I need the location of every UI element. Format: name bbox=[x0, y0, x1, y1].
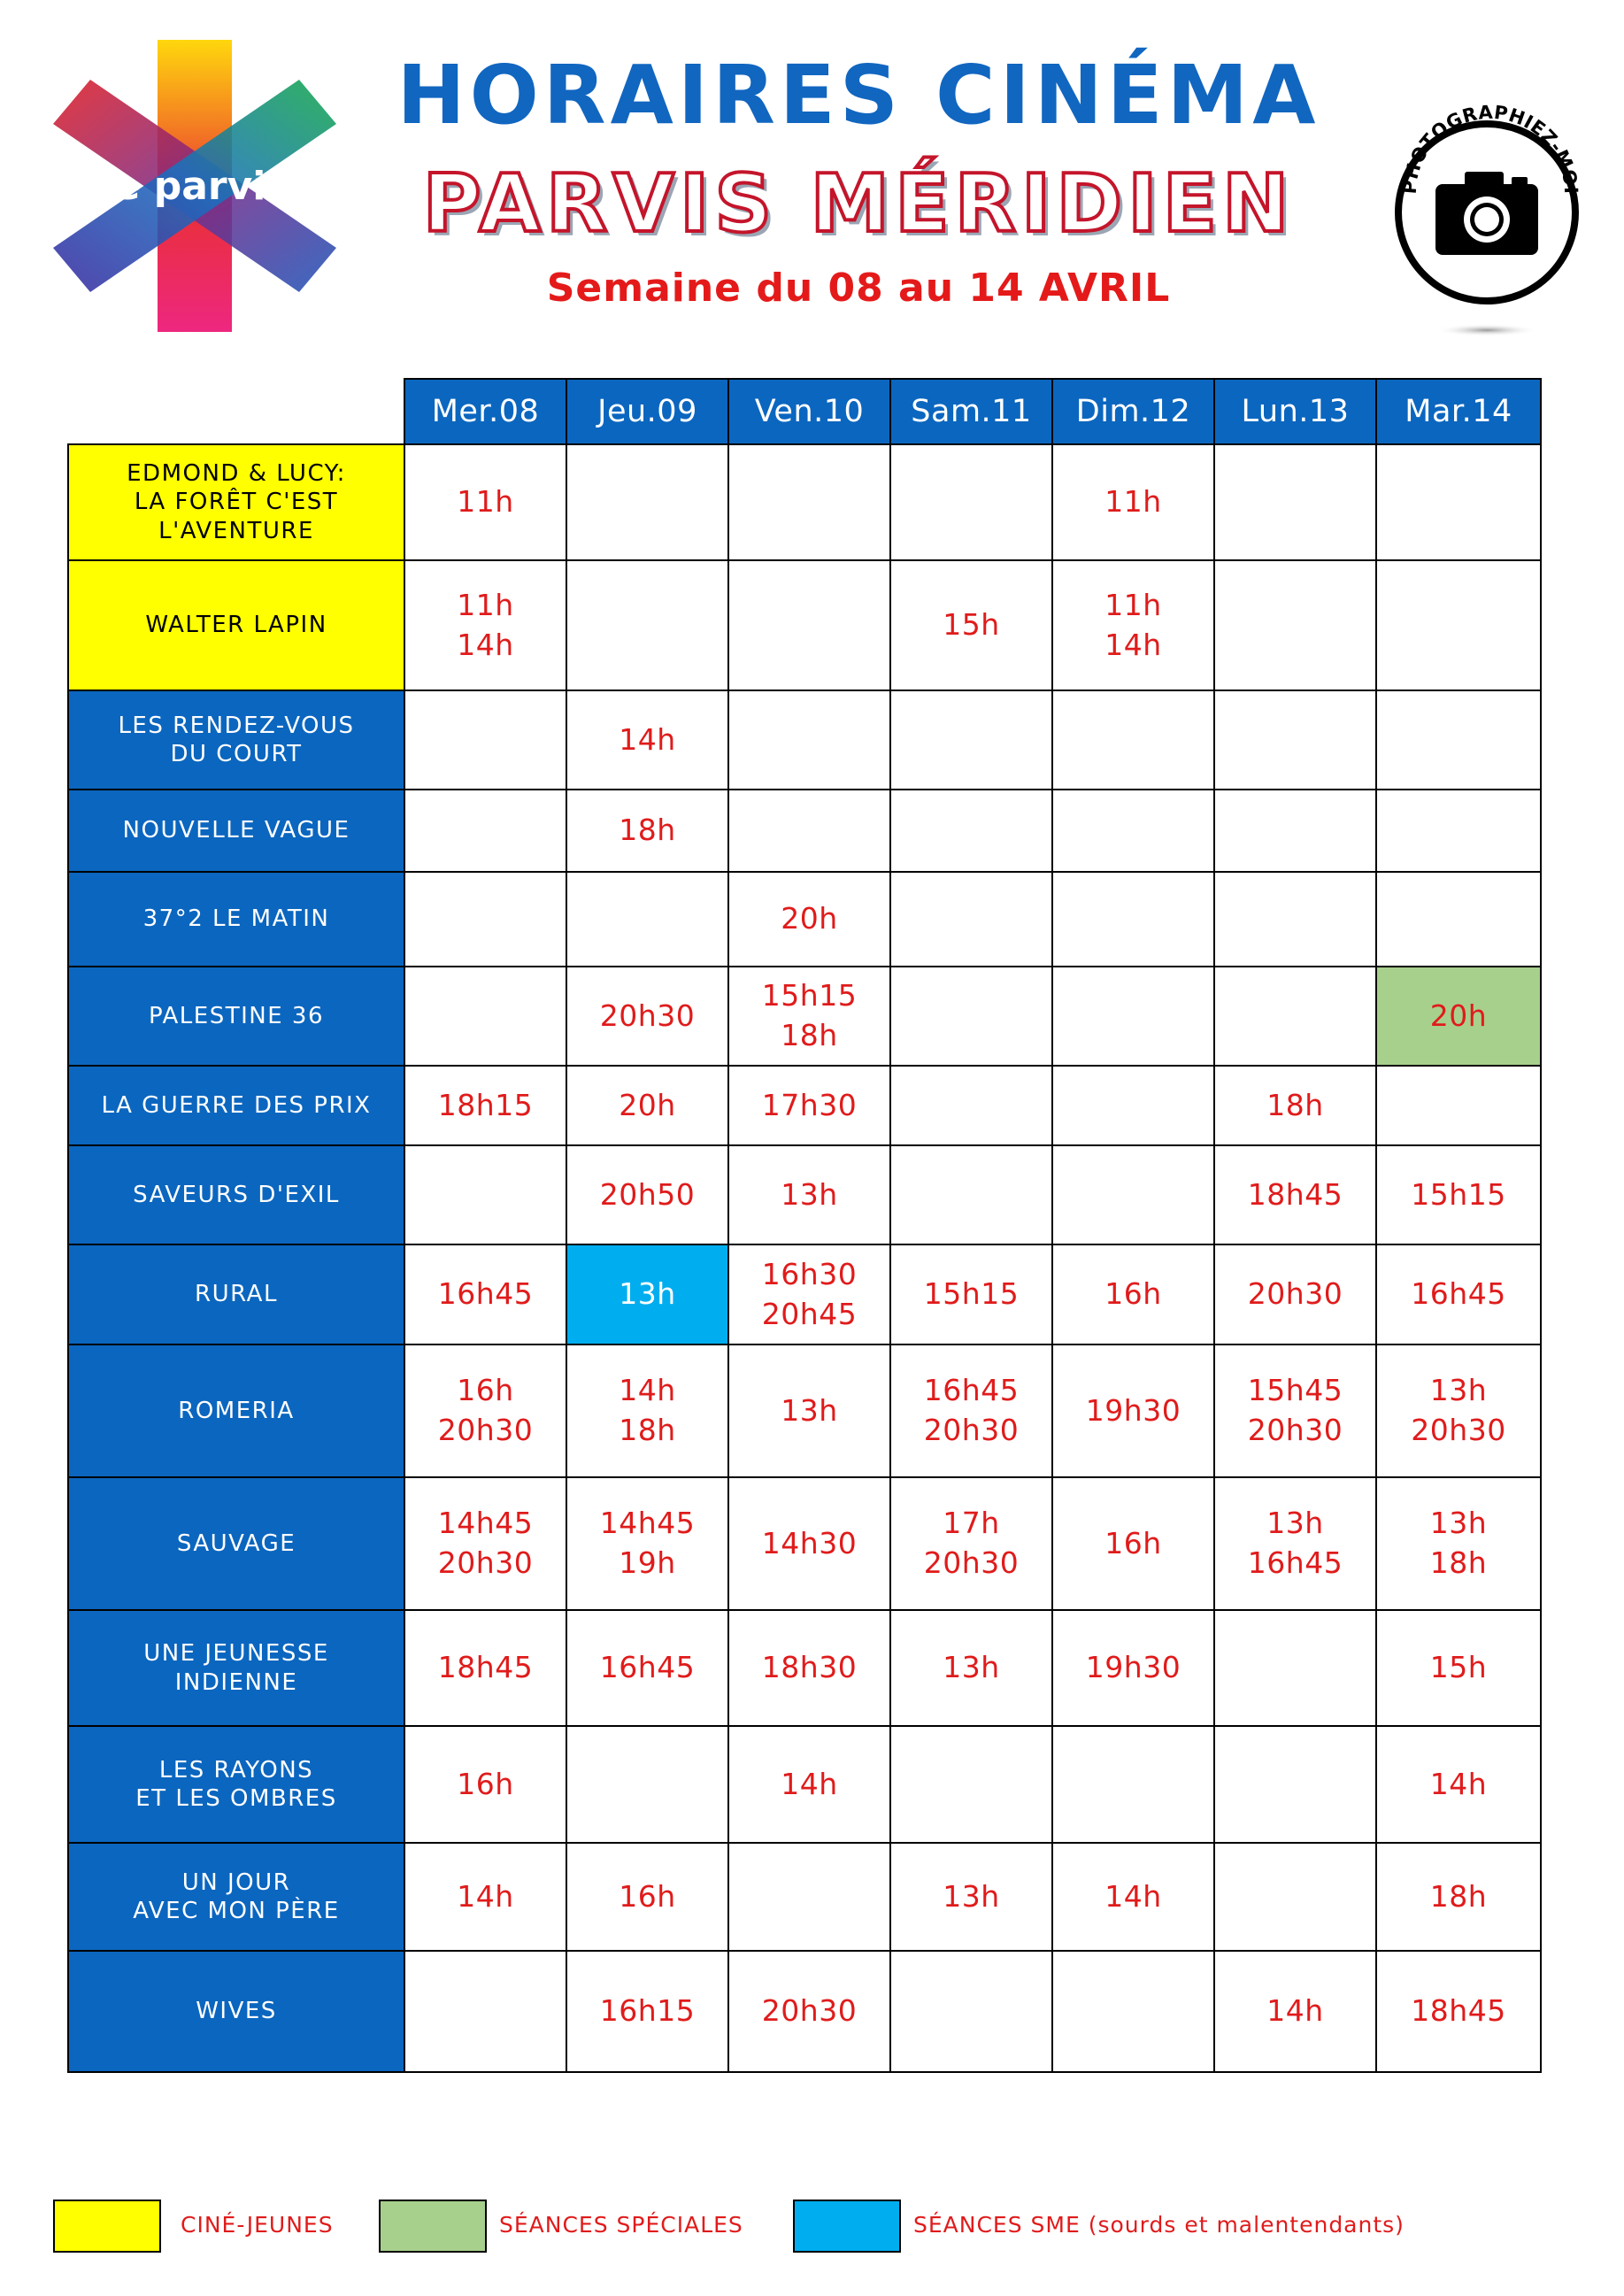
showtime: 11h bbox=[457, 484, 514, 520]
showtime-cell bbox=[404, 1244, 566, 1344]
film-title-line: LES RAYONS bbox=[158, 1756, 314, 1784]
showtime-cell bbox=[566, 1843, 728, 1951]
film-title bbox=[68, 1477, 404, 1610]
showtime: 18h30 bbox=[761, 1650, 858, 1685]
showtime-cell bbox=[1376, 1951, 1541, 2072]
showtime-cell bbox=[1052, 790, 1214, 872]
showtime-cell bbox=[1214, 872, 1376, 967]
showtime-cell bbox=[890, 1843, 1052, 1951]
showtime-cell bbox=[566, 690, 728, 790]
showtime: 18h bbox=[619, 813, 676, 848]
showtime-cell bbox=[890, 1244, 1052, 1344]
showtime: 18h bbox=[1429, 1878, 1488, 1914]
cinema-name: PARVIS MÉRIDIEN bbox=[422, 158, 1295, 250]
film-title-line: DU COURT bbox=[170, 741, 303, 767]
showtime-cell bbox=[890, 1145, 1052, 1244]
showtime-cell bbox=[1052, 1145, 1214, 1244]
logo-text: le parvis bbox=[100, 164, 289, 209]
film-title bbox=[68, 790, 404, 872]
showtime-cell bbox=[728, 690, 890, 790]
showtime: 13h bbox=[943, 1650, 1000, 1685]
film-title-line: SAVEURS D'EXIL bbox=[133, 1181, 340, 1208]
table-row bbox=[68, 872, 1541, 967]
showtime-cell bbox=[1214, 1610, 1376, 1726]
table-row bbox=[68, 1344, 1541, 1477]
showtime-cell bbox=[404, 1726, 566, 1843]
film-title-line: EDMOND & LUCY: bbox=[127, 459, 346, 487]
showtime: 20h30 bbox=[599, 998, 696, 1033]
showtime-cell bbox=[728, 872, 890, 967]
film-title-line: WIVES bbox=[196, 1998, 277, 2025]
table-row bbox=[68, 1477, 1541, 1610]
showtime: 16h30 bbox=[761, 1256, 858, 1291]
film-title-line: PALESTINE 36 bbox=[149, 1002, 324, 1029]
showtime: 16h bbox=[619, 1878, 676, 1914]
showtime-cell bbox=[1052, 1726, 1214, 1843]
showtime-cell bbox=[1052, 1477, 1214, 1610]
showtime-cell bbox=[1376, 790, 1541, 872]
film-title-line: LA GUERRE DES PRIX bbox=[101, 1091, 372, 1119]
showtime: 15h15 bbox=[1411, 1176, 1506, 1212]
showtime: 18h45 bbox=[1411, 1993, 1506, 2029]
showtime-cell bbox=[1214, 560, 1376, 690]
film-title-line: UNE JEUNESSE bbox=[143, 1640, 329, 1667]
showtime-cell bbox=[1376, 444, 1541, 560]
legend-swatch-cyan bbox=[793, 2200, 901, 2253]
showtime-cell bbox=[1376, 690, 1541, 790]
showtime: 16h45 bbox=[599, 1650, 696, 1685]
showtime: 20h45 bbox=[761, 1296, 858, 1331]
film-title bbox=[68, 444, 404, 560]
showtime-cell bbox=[1052, 967, 1214, 1066]
showtime-cell bbox=[1052, 1244, 1214, 1344]
showtime-cell bbox=[1214, 690, 1376, 790]
showtime: 16h bbox=[457, 1373, 514, 1408]
showtime-cell bbox=[404, 1344, 566, 1477]
showtime-cell bbox=[1214, 1477, 1376, 1610]
showtime-cell bbox=[566, 1244, 728, 1344]
legend-label: CINÉ-JEUNES bbox=[181, 2212, 334, 2238]
showtime: 20h50 bbox=[599, 1176, 696, 1212]
day-header: Sam.11 bbox=[890, 379, 1052, 444]
showtime-cell bbox=[728, 967, 890, 1066]
showtime: 14h bbox=[619, 1373, 676, 1408]
showtime-cell bbox=[1052, 1843, 1214, 1951]
table-row bbox=[68, 690, 1541, 790]
showtime: 14h45 bbox=[599, 1506, 696, 1541]
film-title bbox=[68, 872, 404, 967]
legend-swatch-yellow bbox=[53, 2200, 161, 2253]
showtime-cell bbox=[1376, 967, 1541, 1066]
showtime: 20h bbox=[619, 1087, 676, 1122]
showtime: 14h bbox=[457, 1878, 514, 1914]
showtime: 16h45 bbox=[437, 1276, 534, 1312]
showtime: 20h30 bbox=[1411, 1413, 1506, 1447]
legend-label: SÉANCES SME (sourds et malentendants) bbox=[913, 2212, 1405, 2238]
parvis-logo bbox=[44, 40, 345, 341]
showtime-cell bbox=[890, 1066, 1052, 1145]
showtime-cell bbox=[404, 1066, 566, 1145]
showtime-cell bbox=[728, 1244, 890, 1344]
showtime-cell bbox=[728, 1477, 890, 1610]
showtime: 20h bbox=[1429, 998, 1488, 1033]
showtime: 14h bbox=[1429, 1766, 1488, 1801]
day-header: Mer.08 bbox=[404, 379, 566, 444]
showtime: 14h45 bbox=[437, 1506, 534, 1541]
showtime-cell bbox=[566, 444, 728, 560]
showtime: 20h30 bbox=[1247, 1276, 1343, 1312]
legend-label: SÉANCES SPÉCIALES bbox=[499, 2212, 743, 2238]
showtime: 18h bbox=[619, 1413, 676, 1447]
table-row bbox=[68, 1951, 1541, 2072]
showtime-cell bbox=[728, 444, 890, 560]
showtime-cell bbox=[1214, 1344, 1376, 1477]
showtime-cell bbox=[1052, 872, 1214, 967]
showtime-cell bbox=[1052, 1066, 1214, 1145]
showtime: 14h bbox=[1266, 1993, 1324, 2029]
showtime-cell bbox=[1214, 1145, 1376, 1244]
film-title bbox=[68, 1726, 404, 1843]
showtime-cell bbox=[1376, 872, 1541, 967]
showtime-cell bbox=[890, 1477, 1052, 1610]
showtime: 16h45 bbox=[1411, 1276, 1506, 1312]
showtime: 20h30 bbox=[437, 1413, 534, 1447]
showtime-cell bbox=[1052, 444, 1214, 560]
film-title bbox=[68, 1344, 404, 1477]
showtime-cell bbox=[728, 790, 890, 872]
table-row bbox=[68, 1145, 1541, 1244]
showtime: 11h bbox=[457, 587, 514, 622]
showtime: 17h bbox=[943, 1506, 1000, 1541]
table-row bbox=[68, 1066, 1541, 1145]
showtime-cell bbox=[890, 872, 1052, 967]
showtime: 14h bbox=[1104, 627, 1162, 662]
showtime-cell bbox=[566, 1066, 728, 1145]
showtime-cell bbox=[1214, 1843, 1376, 1951]
showtime: 11h bbox=[1104, 587, 1162, 622]
showtime: 11h bbox=[1104, 484, 1162, 520]
showtime-cell bbox=[566, 1145, 728, 1244]
film-title bbox=[68, 690, 404, 790]
showtime-cell bbox=[1214, 1951, 1376, 2072]
film-title-line: LA FORÊT C'EST bbox=[134, 489, 339, 516]
camera-icon bbox=[1435, 172, 1538, 255]
showtime: 14h bbox=[781, 1766, 838, 1801]
film-title bbox=[68, 560, 404, 690]
showtime: 15h bbox=[943, 607, 1000, 643]
showtime-cell bbox=[728, 1145, 890, 1244]
table-row bbox=[68, 1610, 1541, 1726]
schedule-table bbox=[67, 378, 1542, 2073]
showtime-cell bbox=[728, 1843, 890, 1951]
showtime-cell bbox=[1052, 560, 1214, 690]
film-title-line: SAUVAGE bbox=[176, 1529, 296, 1557]
showtime-cell bbox=[404, 1145, 566, 1244]
showtime-cell bbox=[728, 1344, 890, 1477]
film-title-line: UN JOUR bbox=[181, 1868, 291, 1896]
showtime-cell bbox=[404, 1477, 566, 1610]
showtime-cell bbox=[728, 1726, 890, 1843]
showtime-cell bbox=[566, 1610, 728, 1726]
showtime-cell bbox=[566, 560, 728, 690]
page-title: HORAIRES CINÉMA bbox=[396, 48, 1320, 143]
showtime-cell bbox=[890, 1726, 1052, 1843]
showtime: 13h bbox=[1429, 1506, 1488, 1541]
table-row bbox=[68, 444, 1541, 560]
showtime-cell bbox=[728, 560, 890, 690]
showtime-cell bbox=[890, 790, 1052, 872]
showtime: 13h bbox=[943, 1878, 1000, 1914]
showtime: 18h45 bbox=[437, 1650, 534, 1685]
showtime-cell bbox=[1214, 444, 1376, 560]
showtime-cell bbox=[728, 1951, 890, 2072]
showtime: 18h45 bbox=[1247, 1176, 1343, 1212]
showtime-cell bbox=[566, 1344, 728, 1477]
showtime: 16h45 bbox=[923, 1373, 1020, 1408]
day-header: Ven.10 bbox=[728, 379, 890, 444]
day-header: Mar.14 bbox=[1376, 379, 1541, 444]
showtime: 14h bbox=[619, 721, 676, 757]
showtime: 15h45 bbox=[1247, 1373, 1343, 1408]
showtime-cell bbox=[1376, 1610, 1541, 1726]
showtime: 13h bbox=[1266, 1506, 1324, 1541]
showtime: 16h bbox=[1104, 1276, 1162, 1312]
showtime-cell bbox=[404, 967, 566, 1066]
film-title-line: 37°2 LE MATIN bbox=[142, 905, 330, 933]
film-title bbox=[68, 1145, 404, 1244]
showtime: 20h30 bbox=[1247, 1413, 1343, 1447]
film-title bbox=[68, 1951, 404, 2072]
showtime-cell bbox=[1376, 1066, 1541, 1145]
film-title bbox=[68, 1610, 404, 1726]
showtime-cell bbox=[890, 1951, 1052, 2072]
showtime-cell bbox=[1214, 790, 1376, 872]
day-header: Jeu.09 bbox=[566, 379, 728, 444]
showtime: 13h bbox=[781, 1176, 838, 1212]
showtime: 20h30 bbox=[923, 1413, 1020, 1447]
showtime: 15h15 bbox=[923, 1276, 1020, 1312]
showtime-cell bbox=[728, 1610, 890, 1726]
showtime-cell bbox=[1376, 1726, 1541, 1843]
showtime: 16h bbox=[457, 1766, 514, 1801]
showtime: 20h30 bbox=[437, 1545, 534, 1580]
badge-text: PHOTOGRAPHIEZ-MOI bbox=[1398, 101, 1582, 196]
film-title-line: ROMERIA bbox=[178, 1397, 295, 1424]
showtime-cell bbox=[890, 967, 1052, 1066]
photo-badge bbox=[1381, 89, 1593, 345]
showtime-cell bbox=[566, 1477, 728, 1610]
showtime-cell bbox=[728, 1066, 890, 1145]
showtime-cell bbox=[566, 1726, 728, 1843]
showtime-cell bbox=[404, 790, 566, 872]
table-row bbox=[68, 790, 1541, 872]
table-row bbox=[68, 1726, 1541, 1843]
showtime: 16h bbox=[1104, 1525, 1162, 1560]
showtime-cell bbox=[1376, 1344, 1541, 1477]
showtime-cell bbox=[1052, 690, 1214, 790]
film-title bbox=[68, 1244, 404, 1344]
showtime-cell bbox=[1214, 967, 1376, 1066]
showtime-cell bbox=[404, 690, 566, 790]
showtime: 19h30 bbox=[1085, 1650, 1181, 1685]
showtime-cell bbox=[1376, 1843, 1541, 1951]
showtime-cell bbox=[890, 1344, 1052, 1477]
showtime-cell bbox=[566, 790, 728, 872]
showtime: 14h30 bbox=[761, 1525, 858, 1560]
table-row bbox=[68, 1843, 1541, 1951]
showtime-cell bbox=[404, 1951, 566, 2072]
corner-cell bbox=[68, 379, 404, 444]
showtime-cell bbox=[1052, 1951, 1214, 2072]
film-title-line: INDIENNE bbox=[174, 1668, 298, 1696]
showtime: 18h bbox=[1266, 1087, 1324, 1122]
film-title bbox=[68, 1066, 404, 1145]
showtime-cell bbox=[404, 1610, 566, 1726]
film-title-line: RURAL bbox=[195, 1281, 278, 1308]
showtime-cell bbox=[890, 560, 1052, 690]
week-range: Semaine du 08 au 14 AVRIL bbox=[546, 266, 1171, 311]
film-title-line: WALTER LAPIN bbox=[145, 612, 327, 639]
film-title-line: L'AVENTURE bbox=[158, 517, 314, 544]
film-title-line: AVEC MON PÈRE bbox=[133, 1898, 340, 1924]
showtime-cell bbox=[1376, 1477, 1541, 1610]
showtime: 13h bbox=[619, 1276, 676, 1312]
showtime: 13h bbox=[1429, 1373, 1488, 1408]
film-title-line: ET LES OMBRES bbox=[135, 1785, 337, 1812]
showtime: 18h15 bbox=[437, 1087, 534, 1122]
showtime: 13h bbox=[781, 1392, 838, 1428]
showtime-cell bbox=[404, 560, 566, 690]
showtime: 14h bbox=[457, 627, 514, 662]
showtime: 19h30 bbox=[1085, 1392, 1181, 1428]
showtime: 18h bbox=[781, 1018, 838, 1052]
showtime-cell bbox=[404, 444, 566, 560]
showtime: 18h bbox=[1429, 1545, 1488, 1580]
showtime-cell bbox=[566, 872, 728, 967]
table-row bbox=[68, 560, 1541, 690]
showtime: 15h15 bbox=[761, 978, 858, 1013]
table-row bbox=[68, 967, 1541, 1066]
showtime: 20h bbox=[781, 901, 838, 936]
showtime-cell bbox=[1052, 1344, 1214, 1477]
showtime-cell bbox=[890, 1610, 1052, 1726]
showtime-cell bbox=[1052, 1610, 1214, 1726]
showtime-cell bbox=[566, 1951, 728, 2072]
table-row bbox=[68, 1244, 1541, 1344]
showtime-cell bbox=[890, 690, 1052, 790]
showtime-cell bbox=[1376, 1145, 1541, 1244]
day-header-row bbox=[68, 379, 1541, 444]
showtime-cell bbox=[1214, 1726, 1376, 1843]
showtime-cell bbox=[1214, 1066, 1376, 1145]
showtime: 19h bbox=[619, 1545, 676, 1580]
showtime-cell bbox=[404, 1843, 566, 1951]
showtime: 20h30 bbox=[923, 1545, 1020, 1580]
film-title-line: NOUVELLE VAGUE bbox=[122, 817, 350, 844]
showtime-cell bbox=[890, 444, 1052, 560]
showtime: 16h45 bbox=[1247, 1545, 1343, 1580]
day-header: Dim.12 bbox=[1052, 379, 1214, 444]
showtime: 20h30 bbox=[761, 1993, 858, 2029]
showtime-cell bbox=[404, 872, 566, 967]
film-title bbox=[68, 1843, 404, 1951]
showtime: 16h15 bbox=[599, 1993, 696, 2029]
showtime: 14h bbox=[1104, 1878, 1162, 1914]
showtime: 15h bbox=[1429, 1650, 1488, 1685]
day-header: Lun.13 bbox=[1214, 379, 1376, 444]
showtime-cell bbox=[1376, 560, 1541, 690]
showtime-cell bbox=[566, 967, 728, 1066]
showtime-cell bbox=[1376, 1244, 1541, 1344]
legend-swatch-green bbox=[379, 2200, 487, 2253]
film-title bbox=[68, 967, 404, 1066]
film-title-line: LES RENDEZ-VOUS bbox=[118, 712, 355, 739]
showtime: 17h30 bbox=[761, 1087, 858, 1122]
showtime-cell bbox=[1214, 1244, 1376, 1344]
